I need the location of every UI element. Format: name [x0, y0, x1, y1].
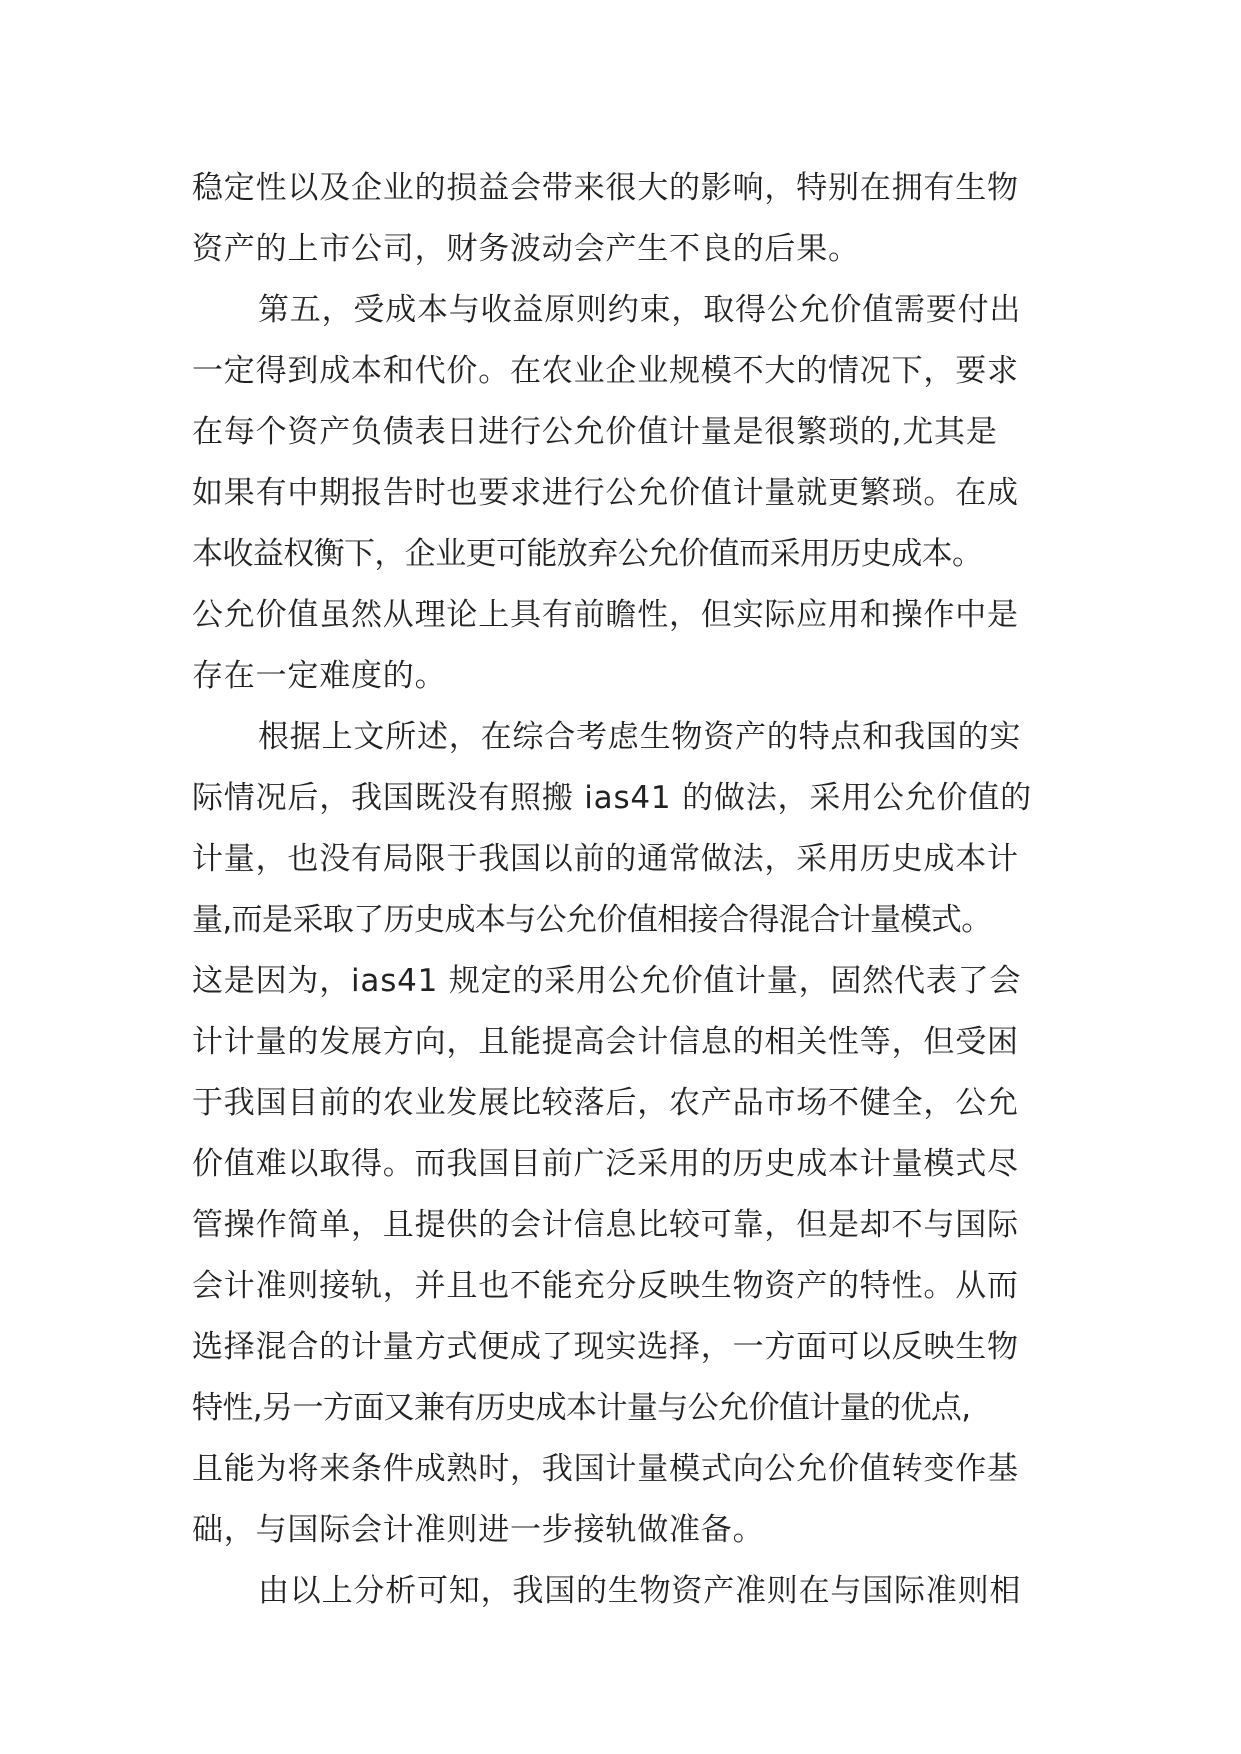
text-line: 一定得到成本和代价。在农业企业规模不大的情况下，要求	[192, 353, 1019, 389]
text-line: 特性,另一方面又兼有历史成本计量与公允价值计量的优点,	[192, 1390, 971, 1426]
text-line: 于我国目前的农业发展比较落后，农产品市场不健全，公允	[192, 1085, 1019, 1121]
text-line: 会计准则接轨，并且也不能充分反映生物资产的特性。从而	[192, 1268, 1019, 1304]
text-line: 计计量的发展方向，且能提高会计信息的相关性等，但受困	[192, 1024, 1019, 1060]
text-line: 公允价值虽然从理论上具有前瞻性，但实际应用和操作中是	[192, 597, 1019, 633]
text-line: 稳定性以及企业的损益会带来很大的影响，特别在拥有生物	[192, 170, 1019, 206]
body-text	[192, 158, 1048, 1622]
text-line: 量,而是采取了历史成本与公允价值相接合得混合计量模式。	[192, 902, 992, 938]
paragraph-start-line: 由以上分析可知，我国的生物资产准则在与国际准则相	[258, 1573, 1022, 1609]
text-line: 选择混合的计量方式便成了现实选择，一方面可以反映生物	[192, 1329, 1019, 1365]
text-line: 本收益权衡下，企业更可能放弃公允价值而采用历史成本。	[192, 536, 983, 572]
text-line: 存在一定难度的。	[192, 658, 447, 694]
text-line: 资产的上市公司，财务波动会产生不良的后果。	[192, 231, 860, 267]
text-line: 如果有中期报告时也要求进行公允价值计量就更繁琐。在成	[192, 475, 1019, 511]
text-line: 础，与国际会计准则进一步接轨做准备。	[192, 1512, 765, 1548]
text-line: 且能为将来条件成熟时，我国计量模式向公允价值转变作基	[192, 1451, 1019, 1487]
text-line: 在每个资产负债表日进行公允价值计量是很繁琐的,尤其是	[192, 414, 998, 450]
text-line: 这是因为，ias41 规定的采用公允价值计量，固然代表了会	[192, 963, 1022, 999]
text-line: 际情况后，我国既没有照搬 ias41 的做法，采用公允价值的	[192, 780, 1032, 816]
paragraph-start-line: 根据上文所述，在综合考虑生物资产的特点和我国的实	[258, 719, 1022, 755]
paragraph-start-line: 第五，受成本与收益原则约束，取得公允价值需要付出	[258, 292, 1022, 328]
text-line: 管操作简单，且提供的会计信息比较可靠，但是却不与国际	[192, 1207, 1019, 1243]
text-line: 计量，也没有局限于我国以前的通常做法，采用历史成本计	[192, 841, 1019, 877]
text-line: 价值难以取得。而我国目前广泛采用的历史成本计量模式尽	[192, 1146, 1019, 1182]
